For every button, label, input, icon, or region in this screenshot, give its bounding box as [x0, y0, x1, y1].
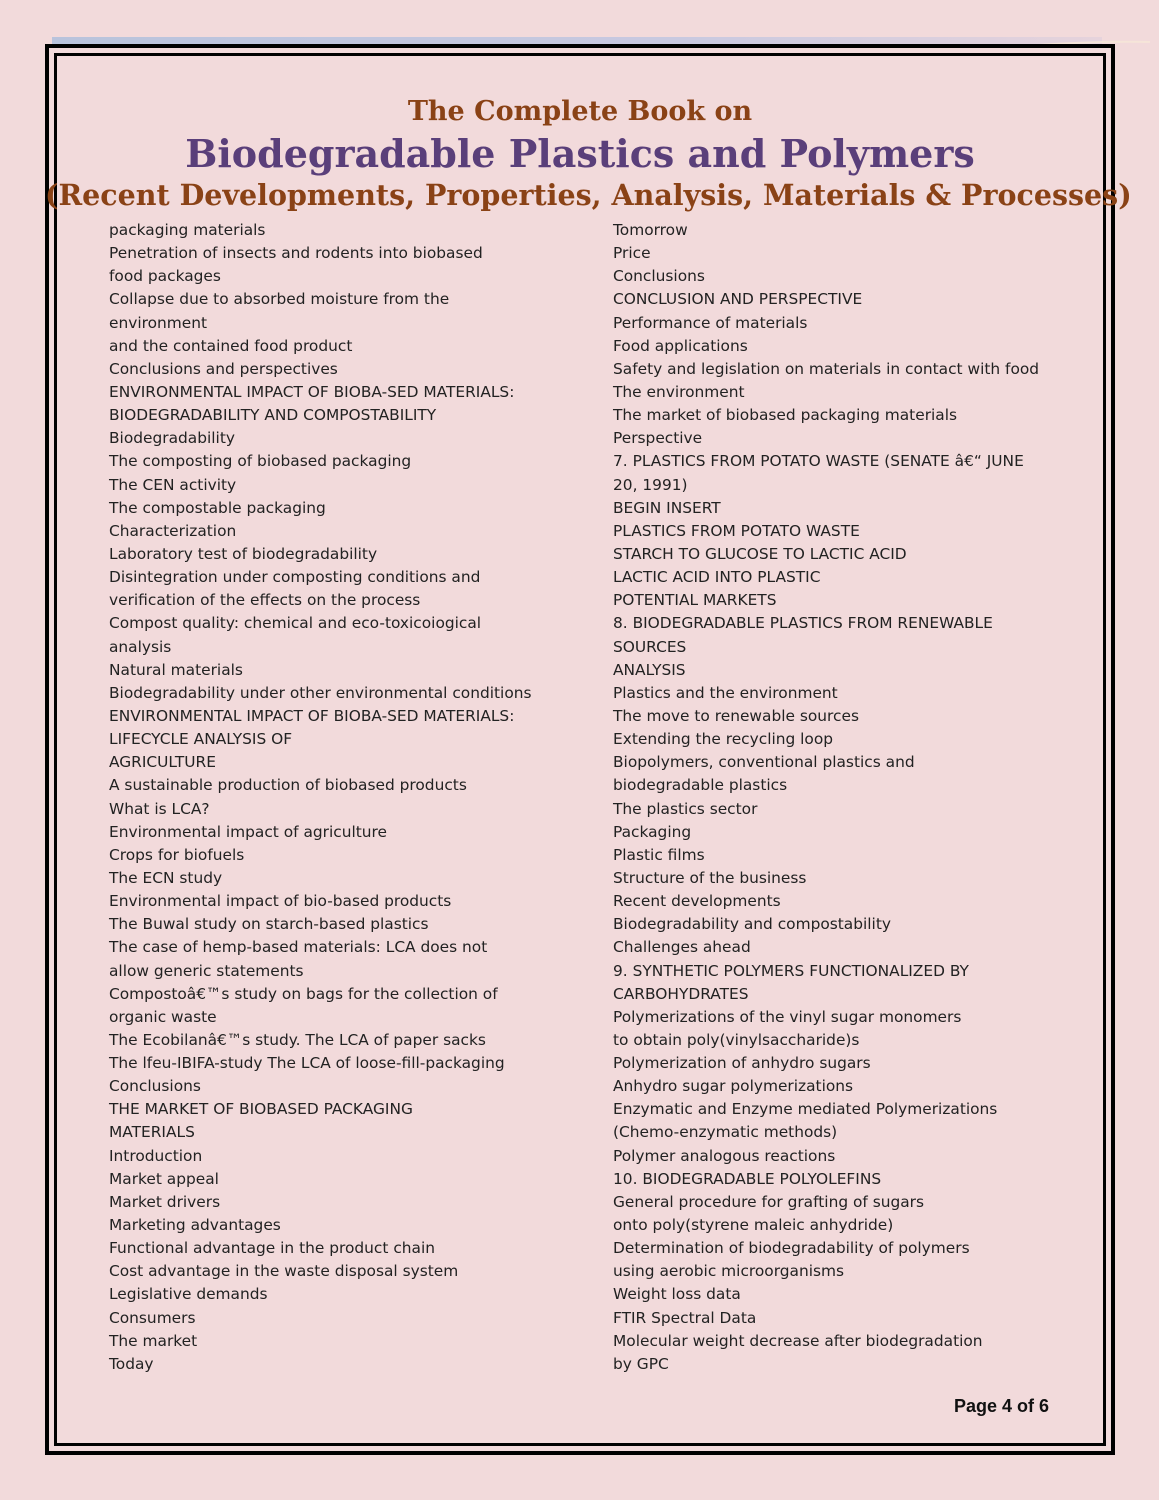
toc-entry: using aerobic microorganisms — [613, 1262, 845, 1281]
toc-entry: The environment — [613, 382, 745, 401]
toc-entry: Market drivers — [109, 1192, 221, 1211]
toc-entry: The CEN activity — [109, 475, 237, 494]
toc-entry: CARBOHYDRATES — [613, 984, 749, 1003]
toc-entry: Structure of the business — [613, 868, 807, 887]
toc-entry: to obtain poly(vinylsaccharide)s — [613, 1030, 860, 1049]
toc-entry: General procedure for grafting of sugars — [613, 1192, 925, 1211]
toc-entry: Conclusions and perspectives — [109, 359, 338, 378]
toc-entry: ENVIRONMENTAL IMPACT OF BIOBA-SED MATERIALS: — [109, 382, 515, 401]
toc-entry: Biodegradability and compostability — [613, 915, 891, 934]
toc-entry: (Chemo-enzymatic methods) — [613, 1123, 838, 1142]
toc-entry: packaging materials — [109, 221, 266, 239]
toc-entry: Today — [109, 1354, 154, 1373]
toc-entry: Laboratory test of biodegradability — [109, 544, 378, 563]
toc-entry: FTIR Spectral Data — [613, 1308, 757, 1327]
toc-right-column — [613, 219, 1039, 1376]
toc-entry: Cost advantage in the waste disposal system — [109, 1262, 459, 1281]
toc-entry: The ECN study — [109, 868, 223, 887]
toc-entry: The plastics sector — [613, 799, 758, 818]
toc-entry: The case of hemp-based materials: LCA does not — [109, 938, 488, 957]
toc-entry: AGRICULTURE — [109, 753, 216, 772]
toc-entry: ANALYSIS — [613, 660, 686, 679]
toc-entry: biodegradable plastics — [613, 776, 788, 795]
toc-entry: Introduction — [109, 1146, 203, 1165]
toc-entry: Marketing advantages — [109, 1216, 281, 1235]
toc-entry: Polymerization of anhydro sugars — [613, 1054, 871, 1073]
toc-entry: Consumers — [109, 1308, 196, 1327]
page-number: Page 4 of 6 — [953, 1396, 1049, 1416]
toc-entry: Crops for biofuels — [109, 845, 245, 864]
toc-entry: Conclusions — [109, 1077, 201, 1096]
title-line-1: The Complete Book on — [407, 96, 753, 127]
toc-entry: Anhydro sugar polymerizations — [613, 1077, 854, 1096]
toc-entry: PLASTICS FROM POTATO WASTE — [613, 521, 860, 540]
toc-entry: 10. BIODEGRADABLE POLYOLEFINS — [613, 1169, 882, 1188]
toc-entry: Conclusions — [613, 267, 705, 286]
toc-entry: Characterization — [109, 521, 237, 540]
toc-entry: Collapse due to absorbed moisture from the — [109, 290, 450, 309]
toc-entry: Performance of materials — [613, 313, 808, 332]
toc-entry: Molecular weight decrease after biodegradation — [613, 1331, 983, 1350]
toc-entry: Challenges ahead — [613, 938, 751, 957]
toc-entry: What is LCA? — [109, 799, 210, 818]
toc-entry: Enzymatic and Enzyme mediated Polymerizations — [613, 1100, 998, 1119]
toc-entry: Plastic films — [613, 845, 705, 864]
toc-entry: Compostoâ€™s study on bags for the collection of — [109, 984, 498, 1003]
toc-entry: Polymer analogous reactions — [613, 1146, 836, 1165]
toc-entry: allow generic statements — [109, 961, 304, 980]
toc-entry: Environmental impact of bio-based products — [109, 892, 452, 911]
toc-entry: LIFECYCLE ANALYSIS OF — [109, 730, 293, 749]
toc-entry: verification of the effects on the process — [109, 591, 421, 610]
toc-entry: The lfeu-IBIFA-study The LCA of loose-fill-packaging — [109, 1054, 505, 1073]
toc-entry: The composting of biobased packaging — [109, 452, 412, 471]
toc-entry: LACTIC ACID INTO PLASTIC — [613, 568, 821, 587]
toc-entry: The Buwal study on starch-based plastics — [109, 915, 429, 934]
book-title: Biodegradable Plastics and Polymers — [185, 131, 975, 176]
toc-entry: The move to renewable sources — [613, 706, 859, 725]
toc-entry: Biodegradability — [109, 429, 235, 448]
toc-entry: Weight loss data — [613, 1285, 741, 1304]
toc-entry: Recent developments — [613, 892, 781, 911]
toc-entry: Safety and legislation on materials in contact with food — [613, 359, 1040, 378]
toc-entry: 20, 1991) — [613, 475, 688, 494]
toc-entry: Disintegration under composting conditions and — [109, 568, 481, 587]
toc-entry: Plastics and the environment — [613, 683, 838, 702]
toc-entry: Tomorrow — [613, 221, 688, 239]
toc-entry: Biodegradability under other environmental conditions — [109, 683, 532, 702]
toc-entry: Packaging — [613, 822, 692, 841]
toc-entry: CONCLUSION AND PERSPECTIVE — [613, 290, 863, 309]
toc-entry: analysis — [109, 637, 172, 656]
toc-entry: BIODEGRADABILITY AND COMPOSTABILITY — [109, 406, 437, 425]
toc-entry: organic waste — [109, 1007, 217, 1026]
toc-entry: 8. BIODEGRADABLE PLASTICS FROM RENEWABLE — [613, 614, 993, 633]
toc-entry: Penetration of insects and rodents into biobased — [109, 244, 483, 263]
toc-entry: Food applications — [613, 336, 748, 355]
toc-entry: 7. PLASTICS FROM POTATO WASTE (SENATE â€“ JUNE — [613, 452, 1024, 471]
toc-entry: and the contained food product — [109, 336, 353, 355]
toc-entry: SOURCES — [613, 637, 687, 656]
toc-entry: MATERIALS — [109, 1123, 195, 1142]
toc-entry: The compostable packaging — [109, 498, 326, 517]
toc-entry: The market — [109, 1331, 198, 1350]
toc-entry: Compost quality: chemical and eco-toxicoiogical — [109, 614, 482, 633]
toc-entry: by GPC — [613, 1354, 669, 1373]
toc-entry: environment — [109, 313, 208, 332]
toc-entry: Environmental impact of agriculture — [109, 822, 388, 841]
toc-entry: POTENTIAL MARKETS — [613, 591, 777, 610]
toc-entry: 9. SYNTHETIC POLYMERS FUNCTIONALIZED BY — [613, 961, 969, 980]
toc-entry: A sustainable production of biobased products — [109, 776, 467, 795]
book-subtitle: (Recent Developments, Properties, Analysis, Materials & Processes) — [45, 178, 1132, 212]
toc-entry: Perspective — [613, 429, 703, 448]
toc-entry: Market appeal — [109, 1169, 219, 1188]
toc-left-column — [109, 219, 532, 1376]
toc-entry: The Ecobilanâ€™s study. The LCA of paper sacks — [109, 1030, 486, 1049]
toc-entry: Functional advantage in the product chain — [109, 1239, 435, 1258]
toc-entry: THE MARKET OF BIOBASED PACKAGING — [109, 1100, 413, 1119]
toc-entry: The market of biobased packaging materials — [613, 406, 958, 425]
toc-entry: onto poly(styrene maleic anhydride) — [613, 1216, 894, 1235]
toc-entry: Natural materials — [109, 660, 243, 679]
toc-entry: Extending the recycling loop — [613, 730, 834, 749]
toc-entry: ENVIRONMENTAL IMPACT OF BIOBA-SED MATERIALS: — [109, 706, 515, 725]
toc-entry: STARCH TO GLUCOSE TO LACTIC ACID — [613, 544, 907, 563]
toc-entry: Polymerizations of the vinyl sugar monomers — [613, 1007, 962, 1026]
toc-entry: BEGIN INSERT — [613, 498, 721, 517]
toc-entry: food packages — [109, 267, 221, 286]
toc-entry: Biopolymers, conventional plastics and — [613, 753, 915, 772]
toc-entry: Determination of biodegradability of polymers — [613, 1239, 970, 1258]
toc-entry: Price — [613, 244, 651, 263]
toc-entry: Legislative demands — [109, 1285, 268, 1304]
